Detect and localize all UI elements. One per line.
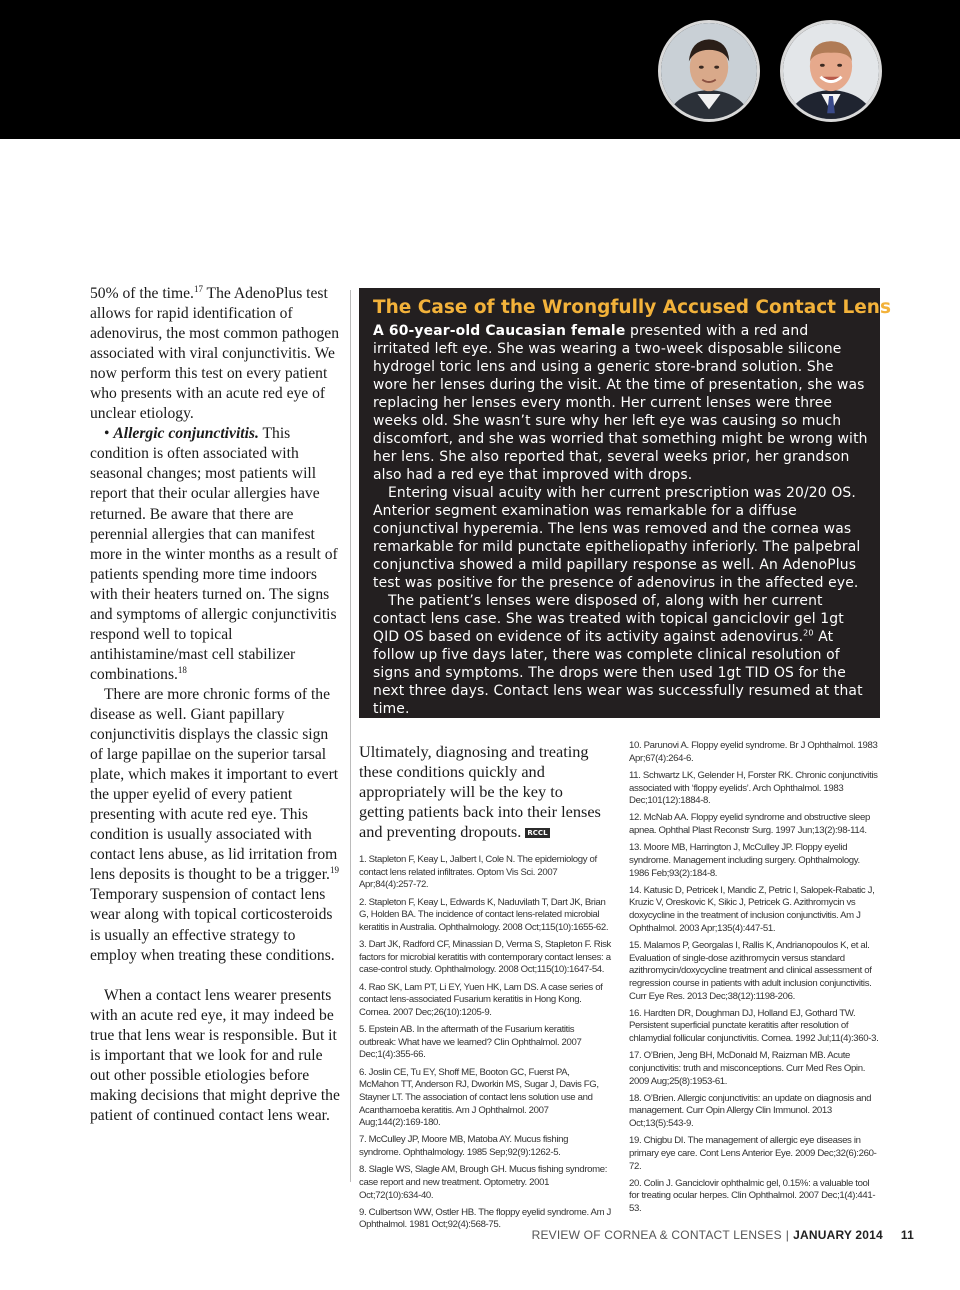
issue-date: JANUARY 2014 — [793, 1228, 883, 1242]
reference-item: 7. McCulley JP, Moore MB, Matoba AY. Mucus fishing syndrome. Ophthalmology. 1985 Sep;92(9):1262-5. — [359, 1134, 569, 1159]
citation-17: 17 — [193, 283, 203, 294]
reference-item: 1. Stapleton F, Keay L, Jalbert I, Cole N. The epidemiology of contact lens related infiltrates. Optom Vis Sci. 2007 Apr;84(4):257-72. — [359, 854, 597, 891]
article-column-middle — [359, 742, 611, 1237]
reference-item: 6. Joslin CE, Tu EY, Shoff ME, Booton GC, Fuerst PA, McMahon TT, Anderson RJ, Dworkin MS, Sugar J, Davis FG, Stayner LT. The association of contact lens solution use and Acanthamoeba keratitis. Am J Ophthalmol. 2007 Aug;144(2):169-180. — [359, 1066, 599, 1129]
header-banner — [0, 0, 960, 139]
citation-19: 19 — [329, 865, 339, 876]
author-photo-1 — [658, 20, 760, 122]
references-list-left — [359, 854, 611, 1232]
paragraph-chronic-forms: There are more chronic forms of the disease as well. Giant papillary conjunctivitis displays the classic sign of large papillae on the superior tarsal plate, which makes it important to evert the upper eyelid of every patient presenting with acute red eye. This condition is usually associated with contact lens abuse, as lid irritation from lens deposits is thought to be a trigger.$^{19}$ Temporary suspension of contact lens wear along with topical corticosteroids is usually an effective strategy to employ when treating these conditions. — [90, 685, 339, 964]
page-footer — [532, 1228, 914, 1242]
sidebar-lead: A 60-year-old Caucasian female — [373, 323, 626, 339]
reference-item: 16. Hardten DR, Doughman DJ, Holland EJ, Gothard TW. Persistent superficial punctate keratitis after resolution of chlamydial follicular conjunctivitis. Cornea. 1992 Jul;11(4):360-3. — [629, 1007, 879, 1045]
sidebar-title: The Case of the Wrongfully Accused Contact Lens — [373, 297, 891, 318]
closing-paragraph: Ultimately, diagnosing and treating these conditions quickly and appropriately will be the key to getting patients back into their lenses and preventing dropouts. RCCL — [359, 742, 601, 841]
paragraph-adenoplus: 50% of the time.$^{17}$ The AdenoPlus test allows for rapid identification of adenovirus, the most common pathogen associated with viral conjunctivitis. We now perform this test on every patient who presents with an acute red eye of unclear etiology. — [90, 283, 340, 423]
reference-item: 17. O’Brien, Jeng BH, McDonald M, Raizman MB. Acute conjunctivitis: truth and misconceptions. Curr Med Res Opin. 2009 Aug;25(8):1953-61. — [629, 1050, 866, 1087]
citation-18: 18 — [177, 664, 187, 675]
subheading-allergic-conjunctivitis: Allergic conjunctivitis. — [113, 425, 259, 443]
sidebar-paragraph-2: Entering visual acuity with her current prescription was 20/20 OS. Anterior segment examination was remarkable for a diffuse conjunctival hyperemia. The lens was removed and the cornea was remarkable for mild punctate epitheliopathy inferiorly. The palpebral conjunctiva showed a mild papillary response as well. An AdenoPlus test was positive for the presence of adenovirus in the affected eye. — [373, 485, 861, 591]
citation-20: 20 — [803, 628, 814, 638]
reference-item: 10. Parunovi A. Floppy eyelid syndrome. Br J Ophthalmol. 1983 Apr;67(4):264-6. — [629, 740, 878, 764]
reference-item: 12. McNab AA. Floppy eyelid syndrome and obstructive sleep apnea. Ophthal Plast Reconstr Surg. 1997 Jun;13(2):98-114. — [629, 812, 870, 836]
reference-item: 18. O’Brien. Allergic conjunctivitis: an update on diagnosis and management. Curr Opin Allergy Clin Immunol. 2013 Oct;13(5):543-9. — [629, 1092, 872, 1130]
reference-item: 11. Schwartz LK, Gelender H, Forster RK. Chronic conjunctivitis associated with ‘floppy eyelids’. Arch Ophthalmol. 1983 Dec;101(12):1884-8. — [629, 769, 878, 807]
page-number: 11 — [900, 1228, 914, 1242]
author-portrait-icon — [783, 23, 879, 119]
publication-name: REVIEW OF CORNEA & CONTACT LENSES — [531, 1228, 782, 1242]
reference-item: 15. Malamos P, Georgalas I, Rallis K, Andrianopoulos K, et al. Evaluation of single-dose azithromycin versus standard azithromycin/doxycycline treatment and clinical assessment of regression course in patients with adult inclusion conjunctivitis. Curr Eye Res. 2013 Dec;38(12):1198-206. — [629, 939, 872, 1002]
reference-item: 5. Epstein AB. In the aftermath of the Fusarium keratitis outbreak: What have we learned? Clin Ophthalmol. 2007 Dec;1(4):355-66. — [359, 1024, 582, 1061]
reference-item: 14. Katusic D, Petricek I, Mandic Z, Petric I, Salopek-Rabatic J, Kruzic V, Oreskovic K, Sikic J, Petricek G. Azithromycin vs doxycycline in the treatment of inclusion conjunctivitis. Am J Ophthalmol. 2003 Apr;135(4):447-51. — [629, 884, 875, 934]
references-column-right — [629, 740, 880, 1220]
sidebar-paragraph-3: The patient’s lenses were disposed of, along with her current contact lens case. She was treated with topical ganciclovir gel 1gt QID OS based on evidence of its activity against adenovirus.$^{20}$ At follow up five days later, there was complete clinical resolution of signs and symptoms. The drops were then used 1gt TID OS for the next three days. Contact lens wear was successfully resumed at that time. — [373, 593, 863, 717]
column-divider — [350, 290, 351, 1182]
author-portrait-icon — [661, 23, 757, 119]
reference-item: 2. Stapleton F, Keay L, Edwards K, Naduvilath T, Dart JK, Brian G, Holden BA. The incidence of contact lens-related microbial keratitis in Australia. Ophthalmology. 2008 Oct;115(10):1655-62. — [359, 896, 609, 933]
footer-separator: | — [785, 1228, 790, 1242]
reference-item: 9. Culbertson WW, Ostler HB. The floppy eyelid syndrome. Am J Ophthalmol. 1981 Oct;92(4):568-75. — [359, 1206, 611, 1231]
sidebar-paragraph-1: A 60-year-old Caucasian female presented with a red and irritated left eye. She was wearing a two-week disposable silicone hydrogel toric lens and using a generic store-brand solution. She wore her lenses during the visit. At the time of presentation, she was replacing her lenses every month. Her current lenses were three weeks old. She wasn’t sure why her left eye was causing so much discomfort, and she was worried that something might be wrong with her lens. She also reported that, several weeks prior, her grandson also had a red eye that improved with drops. — [373, 323, 868, 483]
reference-item: 20. Colin J. Ganciclovir ophthalmic gel, 0.15%: a valuable tool for treating ocular herpes. Clin Ophthalmol. 2007 Dec;1(4):441-53. — [629, 1177, 876, 1215]
rccl-end-mark-icon: RCCL — [527, 829, 548, 837]
reference-item: 19. Chigbu DI. The management of allergic eye diseases in primary eye care. Cont Lens Anterior Eye. 2009 Dec;32(6):260-72. — [629, 1135, 877, 1172]
paragraph-allergic-conjunctivitis: • Allergic conjunctivitis. This condition is often associated with seasonal changes; most patients will report that their ocular allergies have returned. Be aware that there are perennial allergies that can manifest more in the winter months as a result of patients spending more time indoors with their heaters turned on. The signs and symptoms of allergic conjunctivitis respond well to topical antihistamine/mast cell stabilizer combinations.$^{18}$ — [90, 425, 338, 683]
reference-item: 8. Slagle WS, Slagle AM, Brough GH. Mucus fishing syndrome: case report and new treatment. Optometry. 2001 Oct;72(10):634-40. — [359, 1164, 608, 1201]
paragraph-contact-lens-wearer: When a contact lens wearer presents with an acute red eye, it may indeed be true that lens wear is responsible. But it is important that we look for and rule out other possible etiologies before making decisions that might deprive the patient of continued contact lens wear. — [90, 986, 340, 1124]
reference-item: 13. Moore MB, Harrington J, McCulley JP. Floppy eyelid syndrome. Management including surgery. Ophthalmology. 1986 Feb;93(2):184-8. — [629, 842, 860, 879]
reference-item: 4. Rao SK, Lam PT, Li EY, Yuen HK, Lam DS. A case series of contact lens-associated Fusarium keratitis in Hong Kong. Cornea. 2007 Dec;26(10):1205-9. — [359, 981, 603, 1018]
author-photo-2 — [780, 20, 882, 122]
case-study-sidebar — [359, 288, 891, 718]
reference-item: 3. Dart JK, Radford CF, Minassian D, Verma S, Stapleton F. Risk factors for microbial keratitis with contemporary contact lenses: a case-control study. Ophthalmology. 2008 Oct;115(10):1647-54. — [359, 939, 612, 976]
article-column-left — [90, 284, 342, 1126]
references-list-right — [629, 740, 880, 1216]
